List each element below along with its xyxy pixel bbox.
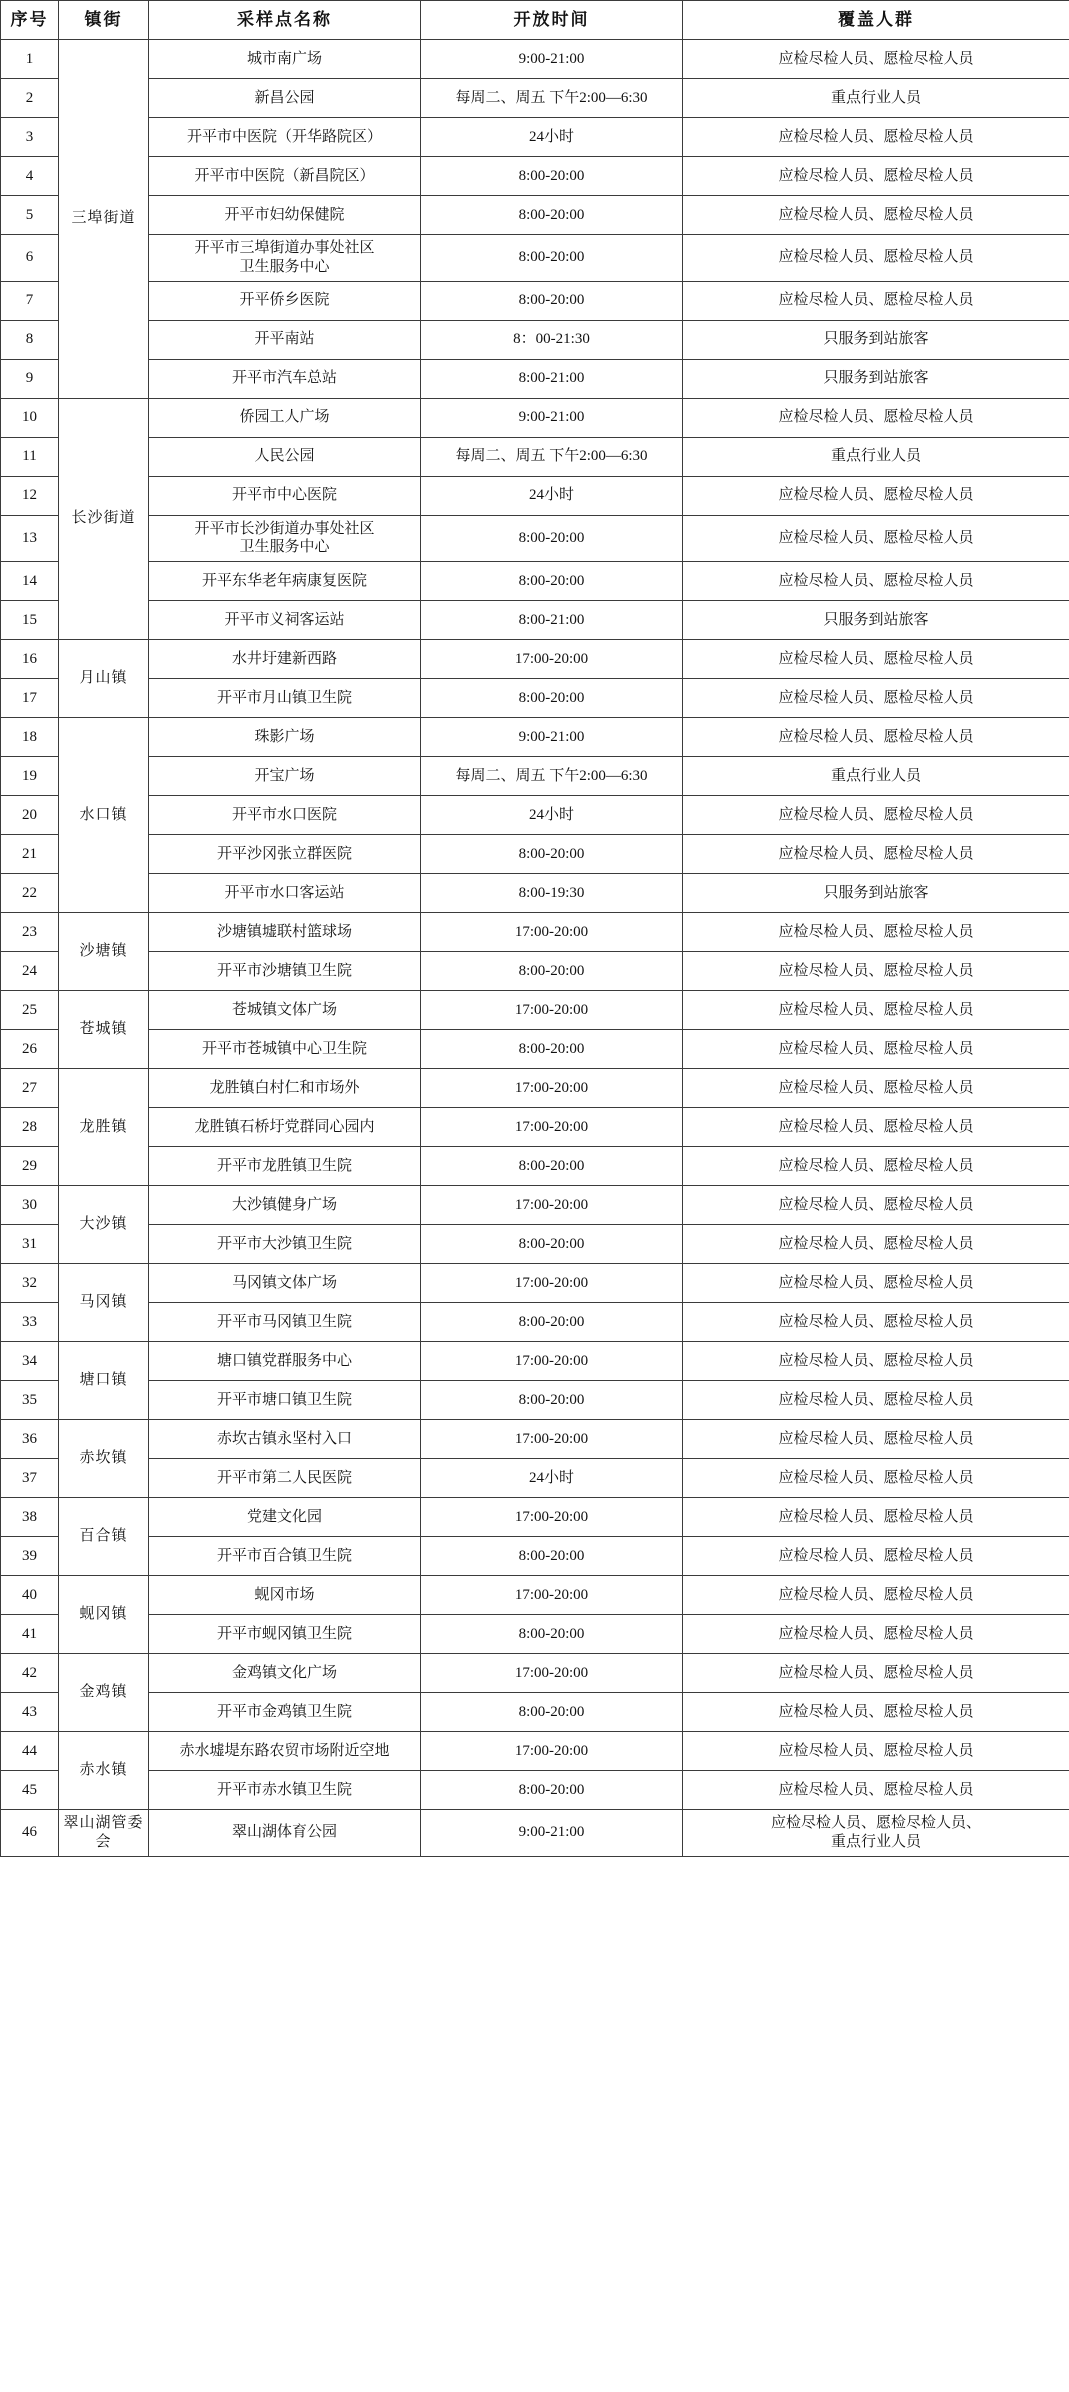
- cell-open-time: 17:00-20:00: [421, 913, 683, 952]
- cell-covered-people: 应检尽检人员、愿检尽检人员: [683, 1069, 1069, 1108]
- table-row: [1, 437, 1069, 476]
- cell-open-time: 17:00-20:00: [421, 1108, 683, 1147]
- cell-site-name: 开平市沙塘镇卫生院: [149, 952, 421, 991]
- cell-open-time: 8:00-20:00: [421, 679, 683, 718]
- cell-site-name: 开平市义祠客运站: [149, 601, 421, 640]
- cell-index: 2: [1, 79, 59, 118]
- table-row: [1, 1615, 1069, 1654]
- cell-index: 1: [1, 40, 59, 79]
- cell-index: 16: [1, 640, 59, 679]
- table-row: [1, 1498, 1069, 1537]
- cell-covered-people: 应检尽检人员、愿检尽检人员: [683, 40, 1069, 79]
- cell-site-name: 人民公园: [149, 437, 421, 476]
- cell-town: 水口镇: [59, 718, 149, 913]
- cell-covered-people: 应检尽检人员、愿检尽检人员: [683, 796, 1069, 835]
- cell-site-name: 开平市百合镇卫生院: [149, 1537, 421, 1576]
- cell-open-time: 17:00-20:00: [421, 1654, 683, 1693]
- column-header-index: 序号: [1, 1, 59, 40]
- cell-site-name: 开平市塘口镇卫生院: [149, 1381, 421, 1420]
- cell-open-time: 17:00-20:00: [421, 1576, 683, 1615]
- cell-index: 3: [1, 118, 59, 157]
- cell-covered-people: 应检尽检人员、愿检尽检人员: [683, 1264, 1069, 1303]
- table-row: [1, 1537, 1069, 1576]
- cell-index: 10: [1, 398, 59, 437]
- cell-open-time: 9:00-21:00: [421, 1810, 683, 1857]
- table-row: [1, 1342, 1069, 1381]
- cell-site-name: 开平南站: [149, 320, 421, 359]
- cell-site-name: 大沙镇健身广场: [149, 1186, 421, 1225]
- cell-open-time: 9:00-21:00: [421, 398, 683, 437]
- table-row: [1, 991, 1069, 1030]
- cell-site-name: 开平沙冈张立群医院: [149, 835, 421, 874]
- cell-site-name: 开平市月山镇卫生院: [149, 679, 421, 718]
- cell-covered-people: 应检尽检人员、愿检尽检人员: [683, 235, 1069, 282]
- cell-index: 23: [1, 913, 59, 952]
- cell-open-time: 8:00-20:00: [421, 1030, 683, 1069]
- cell-town: 百合镇: [59, 1498, 149, 1576]
- cell-index: 41: [1, 1615, 59, 1654]
- cell-index: 28: [1, 1108, 59, 1147]
- cell-index: 42: [1, 1654, 59, 1693]
- cell-site-name: 龙胜镇石桥圩党群同心园内: [149, 1108, 421, 1147]
- cell-index: 39: [1, 1537, 59, 1576]
- cell-index: 35: [1, 1381, 59, 1420]
- cell-open-time: 8:00-20:00: [421, 562, 683, 601]
- table-row: [1, 913, 1069, 952]
- cell-site-name: 开平东华老年病康复医院: [149, 562, 421, 601]
- cell-open-time: 8:00-20:00: [421, 1225, 683, 1264]
- cell-site-name: 开平侨乡医院: [149, 281, 421, 320]
- cell-site-name: 开平市马冈镇卫生院: [149, 1303, 421, 1342]
- cell-index: 31: [1, 1225, 59, 1264]
- cell-open-time: 24小时: [421, 476, 683, 515]
- cell-covered-people: 应检尽检人员、愿检尽检人员: [683, 1615, 1069, 1654]
- cell-index: 19: [1, 757, 59, 796]
- cell-open-time: 24小时: [421, 796, 683, 835]
- cell-site-name: 开平市妇幼保健院: [149, 196, 421, 235]
- cell-site-name: 开平市汽车总站: [149, 359, 421, 398]
- cell-town: 金鸡镇: [59, 1654, 149, 1732]
- table-row: [1, 118, 1069, 157]
- cell-open-time: 8:00-20:00: [421, 1303, 683, 1342]
- cell-covered-people: 应检尽检人员、愿检尽检人员: [683, 476, 1069, 515]
- table-row: [1, 157, 1069, 196]
- cell-covered-people: 应检尽检人员、愿检尽检人员: [683, 1225, 1069, 1264]
- cell-site-name: 党建文化园: [149, 1498, 421, 1537]
- table-row: [1, 1303, 1069, 1342]
- cell-site-name: 开平市第二人民医院: [149, 1459, 421, 1498]
- cell-town: 苍城镇: [59, 991, 149, 1069]
- table-row: [1, 640, 1069, 679]
- table-row: [1, 515, 1069, 562]
- table-row: [1, 1069, 1069, 1108]
- cell-index: 7: [1, 281, 59, 320]
- cell-index: 14: [1, 562, 59, 601]
- cell-town: 大沙镇: [59, 1186, 149, 1264]
- cell-site-name: 开平市金鸡镇卫生院: [149, 1693, 421, 1732]
- cell-covered-people: 应检尽检人员、愿检尽检人员: [683, 640, 1069, 679]
- table-row: [1, 1771, 1069, 1810]
- cell-index: 34: [1, 1342, 59, 1381]
- cell-index: 6: [1, 235, 59, 282]
- cell-open-time: 17:00-20:00: [421, 1498, 683, 1537]
- table-row: [1, 1381, 1069, 1420]
- table-body: [1, 40, 1069, 1857]
- cell-town: 龙胜镇: [59, 1069, 149, 1186]
- cell-covered-people: 应检尽检人员、愿检尽检人员: [683, 1147, 1069, 1186]
- cell-covered-people: 重点行业人员: [683, 79, 1069, 118]
- cell-site-name: 水井圩建新西路: [149, 640, 421, 679]
- cell-covered-people: 应检尽检人员、愿检尽检人员: [683, 196, 1069, 235]
- cell-covered-people: 重点行业人员: [683, 437, 1069, 476]
- column-header-people: 覆盖人群: [683, 1, 1069, 40]
- table-row: [1, 1810, 1069, 1857]
- table-row: [1, 562, 1069, 601]
- cell-open-time: 17:00-20:00: [421, 1732, 683, 1771]
- cell-index: 24: [1, 952, 59, 991]
- cell-site-name: 翠山湖体育公园: [149, 1810, 421, 1857]
- cell-site-name: 沙塘镇墟联村篮球场: [149, 913, 421, 952]
- cell-site-name: 开平市水口医院: [149, 796, 421, 835]
- cell-open-time: 24小时: [421, 118, 683, 157]
- cell-site-name: 开平市龙胜镇卫生院: [149, 1147, 421, 1186]
- cell-open-time: 17:00-20:00: [421, 640, 683, 679]
- cell-covered-people: 应检尽检人员、愿检尽检人员: [683, 1303, 1069, 1342]
- cell-covered-people: 应检尽检人员、愿检尽检人员: [683, 1537, 1069, 1576]
- cell-site-name: 蚬冈市场: [149, 1576, 421, 1615]
- cell-site-name: 开平市三埠街道办事处社区 卫生服务中心: [149, 235, 421, 282]
- cell-covered-people: 应检尽检人员、愿检尽检人员: [683, 1693, 1069, 1732]
- cell-index: 38: [1, 1498, 59, 1537]
- cell-site-name: 塘口镇党群服务中心: [149, 1342, 421, 1381]
- cell-open-time: 17:00-20:00: [421, 1420, 683, 1459]
- cell-index: 11: [1, 437, 59, 476]
- cell-index: 46: [1, 1810, 59, 1857]
- cell-open-time: 8:00-20:00: [421, 157, 683, 196]
- cell-open-time: 8:00-19:30: [421, 874, 683, 913]
- cell-site-name: 赤水墟堤东路农贸市场附近空地: [149, 1732, 421, 1771]
- cell-open-time: 每周二、周五 下午2:00—6:30: [421, 79, 683, 118]
- cell-open-time: 17:00-20:00: [421, 1342, 683, 1381]
- table-row: [1, 359, 1069, 398]
- table-row: [1, 1147, 1069, 1186]
- cell-covered-people: 应检尽检人员、愿检尽检人员: [683, 1108, 1069, 1147]
- cell-covered-people: 应检尽检人员、愿检尽检人员: [683, 157, 1069, 196]
- cell-index: 26: [1, 1030, 59, 1069]
- cell-index: 25: [1, 991, 59, 1030]
- cell-town: 马冈镇: [59, 1264, 149, 1342]
- cell-site-name: 珠影广场: [149, 718, 421, 757]
- cell-covered-people: 应检尽检人员、愿检尽检人员: [683, 281, 1069, 320]
- cell-open-time: 17:00-20:00: [421, 1186, 683, 1225]
- table-row: [1, 757, 1069, 796]
- cell-index: 20: [1, 796, 59, 835]
- table-row: [1, 1576, 1069, 1615]
- cell-covered-people: 应检尽检人员、愿检尽检人员: [683, 718, 1069, 757]
- cell-town: 塘口镇: [59, 1342, 149, 1420]
- cell-open-time: 8:00-20:00: [421, 196, 683, 235]
- cell-covered-people: 只服务到站旅客: [683, 601, 1069, 640]
- cell-site-name: 马冈镇文体广场: [149, 1264, 421, 1303]
- cell-town: 三埠街道: [59, 40, 149, 399]
- cell-index: 45: [1, 1771, 59, 1810]
- cell-covered-people: 应检尽检人员、愿检尽检人员: [683, 835, 1069, 874]
- cell-open-time: 8:00-20:00: [421, 1381, 683, 1420]
- table-row: [1, 476, 1069, 515]
- table-row: [1, 1654, 1069, 1693]
- cell-open-time: 8:00-20:00: [421, 1693, 683, 1732]
- table-row: [1, 1693, 1069, 1732]
- cell-site-name: 开平市中医院（开华路院区）: [149, 118, 421, 157]
- cell-site-name: 金鸡镇文化广场: [149, 1654, 421, 1693]
- cell-covered-people: 应检尽检人员、愿检尽检人员: [683, 1771, 1069, 1810]
- column-header-time: 开放时间: [421, 1, 683, 40]
- table-row: [1, 601, 1069, 640]
- cell-covered-people: 应检尽检人员、愿检尽检人员: [683, 1420, 1069, 1459]
- cell-open-time: 8:00-20:00: [421, 1771, 683, 1810]
- cell-open-time: 17:00-20:00: [421, 1264, 683, 1303]
- cell-open-time: 8:00-20:00: [421, 515, 683, 562]
- cell-site-name: 城市南广场: [149, 40, 421, 79]
- table-row: [1, 1459, 1069, 1498]
- cell-site-name: 侨园工人广场: [149, 398, 421, 437]
- table-row: [1, 398, 1069, 437]
- cell-town: 翠山湖管委会: [59, 1810, 149, 1857]
- table-row: [1, 79, 1069, 118]
- cell-site-name: 开平市苍城镇中心卫生院: [149, 1030, 421, 1069]
- cell-index: 29: [1, 1147, 59, 1186]
- table-row: [1, 320, 1069, 359]
- table-header-row: [1, 1, 1069, 40]
- cell-open-time: 24小时: [421, 1459, 683, 1498]
- cell-open-time: 8:00-21:00: [421, 601, 683, 640]
- column-header-site: 采样点名称: [149, 1, 421, 40]
- cell-covered-people: 应检尽检人员、愿检尽检人员: [683, 562, 1069, 601]
- cell-index: 21: [1, 835, 59, 874]
- table-row: [1, 874, 1069, 913]
- table-row: [1, 235, 1069, 282]
- cell-index: 36: [1, 1420, 59, 1459]
- cell-site-name: 开宝广场: [149, 757, 421, 796]
- cell-covered-people: 应检尽检人员、愿检尽检人员: [683, 515, 1069, 562]
- cell-index: 12: [1, 476, 59, 515]
- cell-covered-people: 应检尽检人员、愿检尽检人员: [683, 952, 1069, 991]
- cell-covered-people: 重点行业人员: [683, 757, 1069, 796]
- cell-index: 43: [1, 1693, 59, 1732]
- table-row: [1, 1225, 1069, 1264]
- table-row: [1, 796, 1069, 835]
- cell-covered-people: 应检尽检人员、愿检尽检人员: [683, 1459, 1069, 1498]
- cell-covered-people: 应检尽检人员、愿检尽检人员: [683, 1576, 1069, 1615]
- cell-open-time: 9:00-21:00: [421, 40, 683, 79]
- table-row: [1, 40, 1069, 79]
- cell-site-name: 赤坎古镇永坚村入口: [149, 1420, 421, 1459]
- cell-open-time: 17:00-20:00: [421, 991, 683, 1030]
- cell-open-time: 每周二、周五 下午2:00—6:30: [421, 437, 683, 476]
- table-row: [1, 1732, 1069, 1771]
- cell-open-time: 8:00-20:00: [421, 235, 683, 282]
- cell-town: 月山镇: [59, 640, 149, 718]
- cell-covered-people: 应检尽检人员、愿检尽检人员: [683, 1381, 1069, 1420]
- cell-index: 33: [1, 1303, 59, 1342]
- table-row: [1, 1108, 1069, 1147]
- cell-index: 18: [1, 718, 59, 757]
- cell-site-name: 开平市长沙街道办事处社区 卫生服务中心: [149, 515, 421, 562]
- cell-index: 22: [1, 874, 59, 913]
- cell-index: 30: [1, 1186, 59, 1225]
- cell-covered-people: 应检尽检人员、愿检尽检人员: [683, 679, 1069, 718]
- cell-index: 4: [1, 157, 59, 196]
- table-row: [1, 1420, 1069, 1459]
- cell-covered-people: 应检尽检人员、愿检尽检人员: [683, 1732, 1069, 1771]
- cell-open-time: 8:00-20:00: [421, 1147, 683, 1186]
- column-header-town: 镇街: [59, 1, 149, 40]
- cell-open-time: 8:00-20:00: [421, 952, 683, 991]
- table-row: [1, 1186, 1069, 1225]
- cell-index: 44: [1, 1732, 59, 1771]
- cell-open-time: 9:00-21:00: [421, 718, 683, 757]
- cell-index: 13: [1, 515, 59, 562]
- cell-town: 赤坎镇: [59, 1420, 149, 1498]
- cell-site-name: 开平市中心医院: [149, 476, 421, 515]
- table-row: [1, 1264, 1069, 1303]
- cell-site-name: 新昌公园: [149, 79, 421, 118]
- table-row: [1, 1030, 1069, 1069]
- cell-index: 37: [1, 1459, 59, 1498]
- cell-town: 蚬冈镇: [59, 1576, 149, 1654]
- table-row: [1, 196, 1069, 235]
- cell-open-time: 8:00-20:00: [421, 835, 683, 874]
- cell-site-name: 开平市水口客运站: [149, 874, 421, 913]
- cell-covered-people: 应检尽检人员、愿检尽检人员: [683, 398, 1069, 437]
- table-row: [1, 679, 1069, 718]
- cell-index: 5: [1, 196, 59, 235]
- cell-covered-people: 应检尽检人员、愿检尽检人员: [683, 1498, 1069, 1537]
- cell-site-name: 开平市赤水镇卫生院: [149, 1771, 421, 1810]
- cell-covered-people: 应检尽检人员、愿检尽检人员、 重点行业人员: [683, 1810, 1069, 1857]
- cell-covered-people: 应检尽检人员、愿检尽检人员: [683, 991, 1069, 1030]
- cell-index: 27: [1, 1069, 59, 1108]
- cell-open-time: 17:00-20:00: [421, 1069, 683, 1108]
- cell-site-name: 龙胜镇白村仁和市场外: [149, 1069, 421, 1108]
- cell-open-time: 8:00-20:00: [421, 1537, 683, 1576]
- cell-covered-people: 应检尽检人员、愿检尽检人员: [683, 1342, 1069, 1381]
- table-row: [1, 281, 1069, 320]
- cell-covered-people: 应检尽检人员、愿检尽检人员: [683, 1030, 1069, 1069]
- table-row: [1, 835, 1069, 874]
- cell-index: 40: [1, 1576, 59, 1615]
- cell-town: 长沙街道: [59, 398, 149, 640]
- cell-covered-people: 只服务到站旅客: [683, 320, 1069, 359]
- cell-covered-people: 只服务到站旅客: [683, 359, 1069, 398]
- cell-index: 32: [1, 1264, 59, 1303]
- cell-site-name: 开平市大沙镇卫生院: [149, 1225, 421, 1264]
- cell-covered-people: 只服务到站旅客: [683, 874, 1069, 913]
- cell-open-time: 8：00-21:30: [421, 320, 683, 359]
- cell-open-time: 每周二、周五 下午2:00—6:30: [421, 757, 683, 796]
- table-row: [1, 952, 1069, 991]
- cell-open-time: 8:00-20:00: [421, 281, 683, 320]
- cell-index: 9: [1, 359, 59, 398]
- cell-town: 沙塘镇: [59, 913, 149, 991]
- table-row: [1, 718, 1069, 757]
- cell-site-name: 开平市蚬冈镇卫生院: [149, 1615, 421, 1654]
- cell-covered-people: 应检尽检人员、愿检尽检人员: [683, 1654, 1069, 1693]
- cell-index: 17: [1, 679, 59, 718]
- cell-covered-people: 应检尽检人员、愿检尽检人员: [683, 1186, 1069, 1225]
- cell-covered-people: 应检尽检人员、愿检尽检人员: [683, 118, 1069, 157]
- cell-town: 赤水镇: [59, 1732, 149, 1810]
- cell-open-time: 8:00-21:00: [421, 359, 683, 398]
- cell-open-time: 8:00-20:00: [421, 1615, 683, 1654]
- cell-index: 8: [1, 320, 59, 359]
- cell-index: 15: [1, 601, 59, 640]
- cell-site-name: 开平市中医院（新昌院区）: [149, 157, 421, 196]
- cell-site-name: 苍城镇文体广场: [149, 991, 421, 1030]
- cell-covered-people: 应检尽检人员、愿检尽检人员: [683, 913, 1069, 952]
